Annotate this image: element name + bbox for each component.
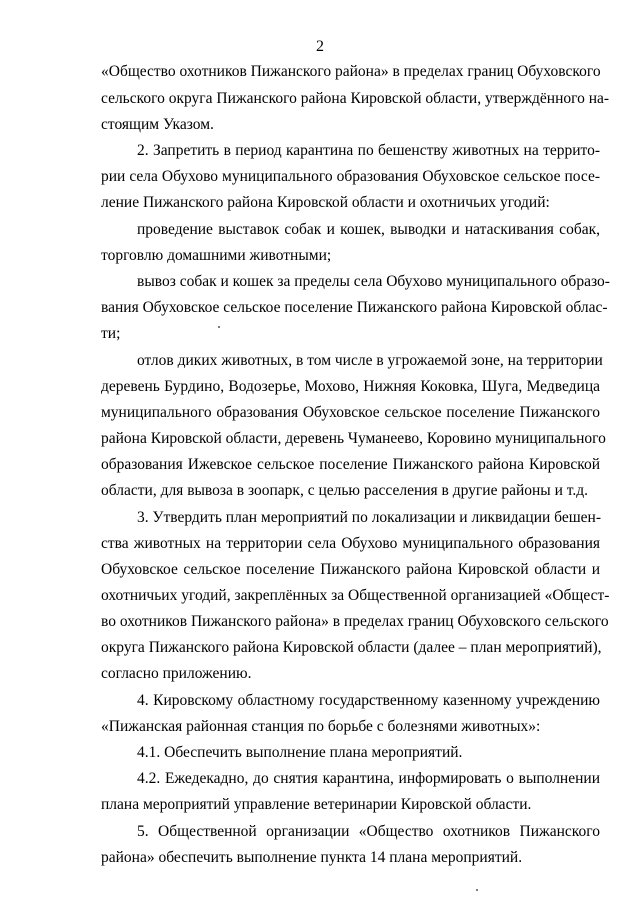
text-line: 2. Запретить в период карантина по бешенству животных на террито- xyxy=(137,142,600,159)
text-line: 4.2. Ежедекадно, до снятия карантина, информировать о выполнении xyxy=(137,770,600,787)
page-number: 2 xyxy=(316,38,324,55)
text-line: ства животных на территории села Обухово муниципального образования xyxy=(101,535,600,552)
text-line: района» обеспечить выполнение пункта 14 плана мероприятий. xyxy=(101,849,523,866)
text-line: плана мероприятий управление ветеринарии Кировской области. xyxy=(101,796,532,813)
text-line: сельского округа Пижанского района Кировской области, утверждённого на- xyxy=(101,90,610,107)
text-line: торговлю домашними животными; xyxy=(101,247,332,264)
text-line: вания Обуховское сельское поселение Пижанского района Кировской облас- xyxy=(101,299,608,316)
text-line: «Пижанская районная станция по борьбе с болезнями животных»: xyxy=(101,718,541,735)
text-line: округа Пижанского района Кировской области (далее – план мероприятий), xyxy=(101,639,602,656)
scan-speck xyxy=(476,889,478,891)
text-line: проведение выставок собак и кошек, выводки и натаскивания собак, xyxy=(137,221,600,238)
text-line: отлов диких животных, в том числе в угрожаемой зоне, на территории xyxy=(137,352,603,369)
text-line: деревень Бурдино, Водозерье, Мохово, Нижняя Коковка, Шуга, Медведица xyxy=(101,378,600,395)
text-line: стоящим Указом. xyxy=(101,116,214,133)
text-line: «Общество охотников Пижанского района» в пределах границ Обуховского xyxy=(101,63,601,80)
text-line: ти; xyxy=(101,325,121,342)
text-line: согласно приложению. xyxy=(101,665,252,682)
text-line: охотничьих угодий, закреплённых за Общественной организацией «Общест- xyxy=(101,587,610,604)
text-line: ление Пижанского района Кировской области и охотничьих угодий: xyxy=(101,194,550,211)
text-line: Обуховское сельское поселение Пижанского района Кировской области и xyxy=(101,561,600,578)
text-line: образования Ижевское сельское поселение Пижанского района Кировской xyxy=(101,456,600,473)
text-line: 4. Кировскому областному государственному казенному учреждению xyxy=(137,692,600,709)
text-line: во охотников Пижанского района» в пределах границ Обуховского сельского xyxy=(101,613,609,630)
text-line: области, для вывоза в зоопарк, с целью расселения в другие районы и т.д. xyxy=(101,482,589,499)
text-line: рии села Обухово муниципального образования Обуховское сельское посе- xyxy=(101,168,600,185)
text-line: 4.1. Обеспечить выполнение плана мероприятий. xyxy=(137,744,463,761)
text-line: 3. Утвердить план мероприятий по локализации и ликвидации бешен- xyxy=(137,509,601,526)
text-line: муниципального образования Обуховское сельское поселение Пижанского xyxy=(101,404,600,421)
text-line: района Кировской области, деревень Чуманеево, Коровино муниципального xyxy=(101,430,606,447)
text-line: вывоз собак и кошек за пределы села Обухово муниципального образо- xyxy=(137,273,610,290)
text-line: 5. Общественной организации «Общество охотников Пижанского xyxy=(137,823,600,840)
scan-speck xyxy=(218,326,220,328)
